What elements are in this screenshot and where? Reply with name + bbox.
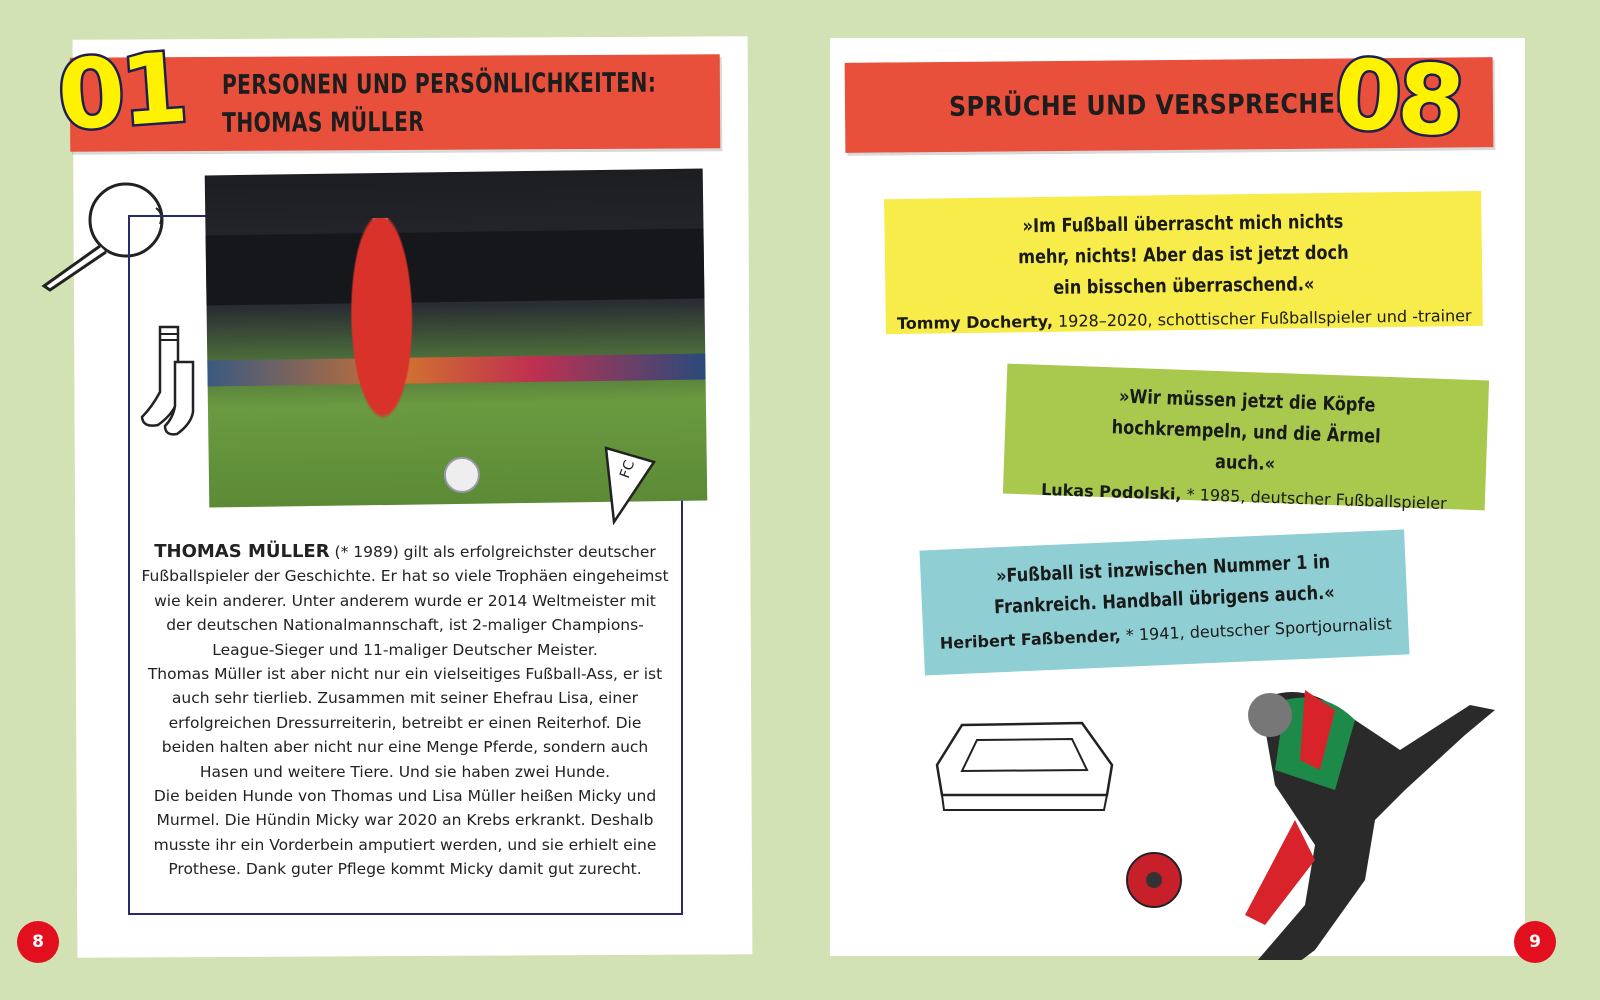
quote-text: »Im Fußball überrascht mich nichts mehr, nichts! Aber das ist jetzt doch ein bisschen überraschend.« — [1017, 210, 1349, 299]
quote-card-2 — [1003, 364, 1489, 514]
chapter-number-left: 01 — [54, 31, 188, 153]
bio-name: THOMAS MÜLLER — [154, 541, 330, 562]
football-player-illustration — [1165, 640, 1535, 960]
soccer-ball-icon — [1122, 850, 1187, 910]
bio-paragraph-2: Thomas Müller ist aber nicht nur ein vielseitiges Fußball-Ass, er ist auch sehr tierlieb. Zusammen mit seiner Ehefrau Lisa, einer erfolgreichen Dressurreiterin, betreibt er einen Reiterhof. Die beiden halten aber nicht nur eine Menge Pferde, sondern auch Hasen und weitere Tiere. Und sie haben zwei Hunde. — [147, 665, 663, 781]
chapter-title-right: SPRÜCHE UND VERSPRECHER — [948, 88, 1355, 123]
chapter-title-line1: PERSONEN UND PERSÖNLICHKEITEN: — [221, 67, 657, 101]
page-number-left: 8 — [17, 921, 59, 963]
quote-text: »Fußball ist inzwischen Nummer 1 in Frankreich. Handball übrigens auch.« — [993, 550, 1336, 619]
bio-paragraph-1: (* 1989) gilt als erfolgreichster deutscher Fußballspieler der Geschichte. Er hat so viele Trophäen eingeheimst wie kein anderer. Unter anderem wurde er 2014 Weltmeister mit der deutschen Nationalmannschaft, ist 2-maliger Champions-League-Sieger und 11-maliger Deutscher Meister. — [141, 543, 669, 659]
chapter-title-line2: THOMAS MÜLLER — [222, 106, 425, 139]
pennant-text: FC — [617, 458, 639, 481]
quote-author-info: * 1985, deutscher Fußballspieler — [1181, 484, 1448, 514]
stadium-icon — [932, 715, 1117, 815]
chapter-number-right: 08 — [1331, 37, 1465, 159]
quote-text: »Wir müssen jetzt die Köpfe hochkrempeln, und die Ärmel auch.« — [1111, 385, 1382, 476]
pennant-icon — [600, 440, 660, 525]
quote-author-info: * 1941, deutscher Sportjournalist — [1120, 614, 1393, 645]
quote-author: Heribert Faßbender, — [939, 625, 1122, 653]
page-number-right: 9 — [1514, 921, 1556, 963]
quote-card-1 — [884, 191, 1483, 334]
quote-author-info: 1928–2020, schottischer Fußballspieler und -trainer — [1052, 305, 1472, 331]
bio-paragraph-3: Die beiden Hunde von Thomas und Lisa Müller heißen Micky und Murmel. Die Hündin Micky war 2020 an Krebs erkrankt. Deshalb musste ihr ein Vorderbein amputiert werden, und sie erhielt eine Prothese. Dank guter Pflege kommt Micky damit gut zurecht. — [153, 787, 657, 879]
bio-text — [140, 540, 670, 882]
quote-author: Tommy Docherty, — [896, 311, 1054, 334]
quote-author: Lukas Podolski, — [1040, 479, 1182, 504]
